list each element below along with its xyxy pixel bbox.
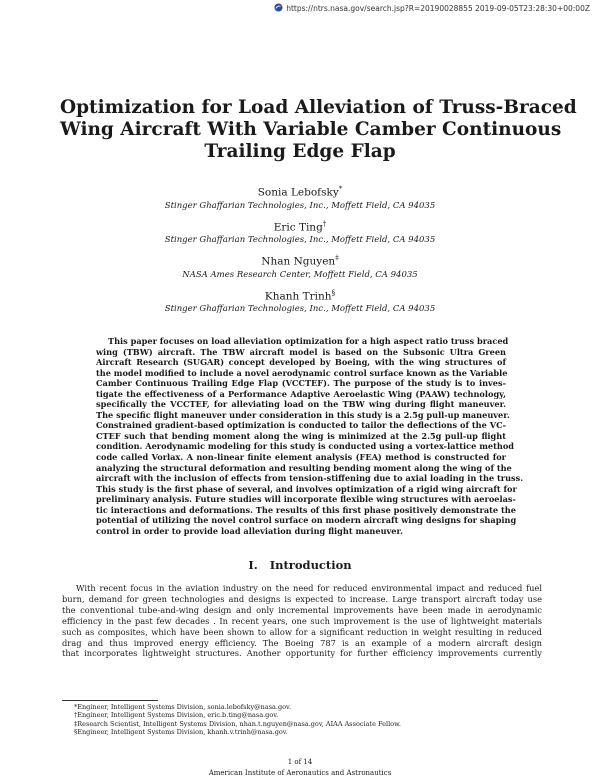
author-affiliation: Stinger Ghaffarian Technologies, Inc., Moffett Field, CA 94035 (164, 304, 436, 314)
body-text (62, 583, 542, 659)
author-block (60, 286, 540, 317)
author-block (60, 251, 540, 282)
abstract-line: wing (TBW) aircraft. The TBW aircraft model is based on the Subsonic Ultra Green (96, 346, 506, 357)
author-block (60, 182, 540, 213)
nasa-ntrs-icon (274, 3, 283, 14)
abstract-line: Camber Continuous Trailing Edge Flap (VCCTEF). The purpose of the study is to inves- (96, 378, 506, 389)
author-affiliation: Stinger Ghaffarian Technologies, Inc., Moffett Field, CA 94035 (164, 200, 436, 211)
author-affiliation: NASA Ames Research Center, Moffett Field, CA 94035 (182, 269, 418, 280)
section-number: I. (248, 558, 258, 572)
author-name: Eric Ting† (273, 219, 327, 233)
abstract-line: the model modified to include a novel aerodynamic control surface known as the Variable (96, 367, 508, 378)
abstract-line: control in order to provide load alleviation during flight maneuver. (96, 525, 403, 536)
title-line: Trailing Edge Flap (204, 141, 396, 162)
abstract-line: preliminary analysis. Future studies will incorporate flexible wing structures with aeroelas- (96, 494, 516, 505)
footnote: ‡Research Scientist, Intelligent Systems Division, nhan.t.nguyen@nasa.gov, AIAA Associate Fellow. (74, 719, 401, 728)
body-line: drag and thus improved energy efficiency. The Boeing 787 is an example of a modern aircraft design (62, 637, 542, 648)
abstract-line: code called Vorlax. A non-linear finite element analysis (FEA) method is constructed for (96, 452, 506, 463)
abstract (96, 336, 524, 536)
abstract-line: CTEF such that bending moment along the wing is minimized at the 2.5g pull-up flight (96, 430, 506, 441)
footnote: †Engineer, Intelligent Systems Division, eric.b.ting@nasa.gov. (74, 711, 279, 720)
section-title: Introduction (269, 558, 352, 572)
abstract-line: analyzing the structural deformation and resulting bending moment along the wing of the (96, 462, 512, 473)
abstract-line: tigate the effectiveness of a Performance Adaptive Aeroelastic Wing (PAAW) technology, (96, 388, 506, 399)
abstract-line: This paper focuses on load alleviation optimization for a high aspect ratio truss braced (108, 336, 509, 346)
title-line: Optimization for Load Alleviation of Truss-Braced (60, 97, 577, 118)
ntrs-banner (274, 3, 590, 14)
author-list (60, 182, 540, 320)
abstract-line: Constrained gradient-based optimization is conducted to tailor the deflections of the VC- (96, 420, 506, 431)
abstract-line: potential of utilizing the novel control surface on modern aircraft wing designs for shaping (96, 515, 517, 526)
body-line: such as composites, which have been shown to allow for a significant reduction in weight resulting in reduced (62, 626, 542, 637)
author-name: Sonia Lebofsky* (257, 185, 343, 199)
abstract-line: This study is the first phase of several, and involves optimization of a rigid wing aircraft for (96, 483, 517, 494)
body-line: burn, demand for green technologies and designs is expected to increase. Large transport aircraft today use (62, 593, 542, 604)
abstract-line: tic interactions and deformations. The results of this first phase positively demonstrate the (96, 504, 516, 515)
abstract-line: Aircraft Research (SUGAR) concept developed by Boeing, with the wing structures of (96, 357, 506, 368)
institute-footer: American Institute of Aeronautics and Astronautics (208, 769, 392, 777)
body-line: the conventional tube-and-wing design and only incremental improvements have been made in aerodynamic (62, 604, 542, 615)
body-line: efficiency in the past few decades . In recent years, one such improvement is the use of lightweight materials (62, 615, 542, 626)
ntrs-link[interactable]: https://ntrs.nasa.gov/search.jsp?R=20190028855 2019-09-05T23:28:30+00:00Z (286, 4, 590, 13)
author-name: Khanh Trinh§ (264, 288, 336, 302)
title-line: Wing Aircraft With Variable Camber Continuous (60, 119, 562, 140)
page-number: 1 of 14 (287, 758, 313, 766)
abstract-line: specifically the VCCTEF, for alleviating load on the TBW wing during flight maneuver. (96, 399, 506, 410)
footnote: §Engineer, Intelligent Systems Division, khanh.v.trinh@nasa.gov. (74, 727, 288, 736)
footnote: *Engineer, Intelligent Systems Division, sonia.lebofsky@nasa.gov. (74, 703, 292, 711)
author-block (60, 217, 540, 248)
abstract-line: condition. Aerodynamic modeling for this study is conducted using a vortex-lattice method (96, 441, 515, 452)
section-heading (0, 558, 600, 572)
body-line: With recent focus in the aviation industry on the need for reduced environmental impact and reduced fuel (76, 583, 542, 593)
footnotes (62, 703, 542, 736)
author-name: Nhan Nguyen‡ (261, 254, 339, 268)
abstract-line: aircraft with the inclusion of effects from tension-stiffening due to axial loading in the truss. (96, 473, 524, 484)
footnote-rule (62, 700, 158, 701)
author-affiliation: Stinger Ghaffarian Technologies, Inc., Moffett Field, CA 94035 (164, 235, 436, 245)
paper-title (60, 97, 577, 163)
body-line: that incorporates lightweight structures. Another opportunity for further efficiency improvements currently (62, 648, 542, 659)
abstract-line: The specific flight maneuver under consideration in this study is a 2.5g pull-up maneuver. (96, 409, 510, 420)
